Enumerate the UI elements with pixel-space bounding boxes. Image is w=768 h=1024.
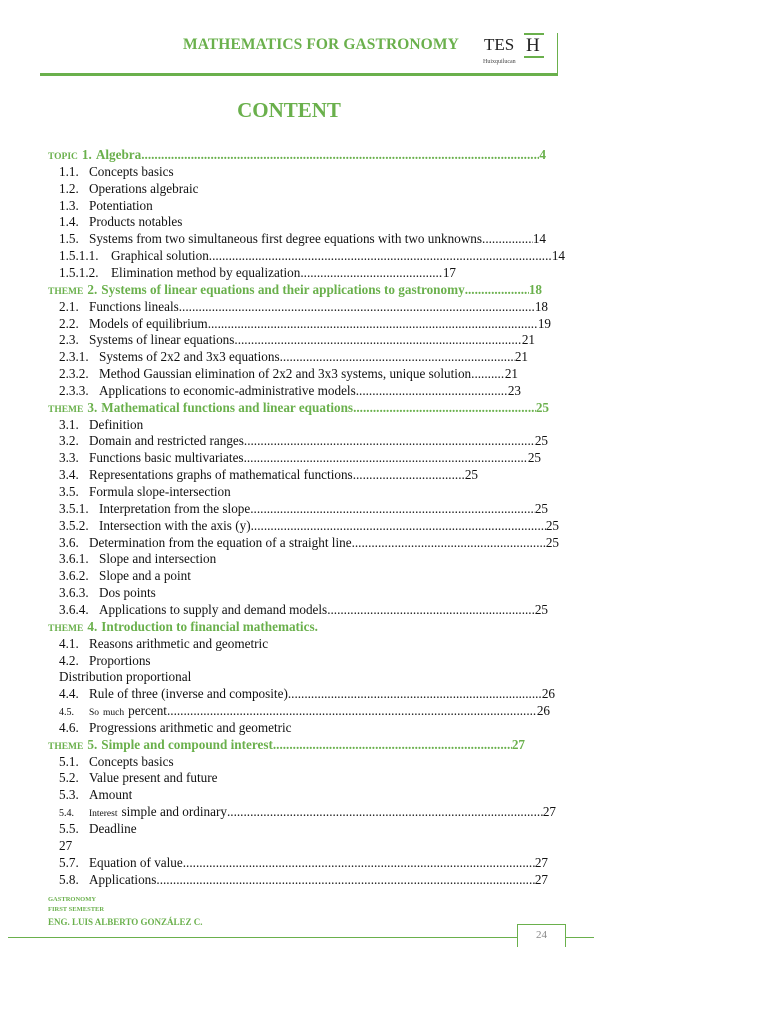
- toc-entry-text: Functions lineals: [89, 298, 179, 314]
- toc-page-number: 27: [542, 804, 556, 820]
- toc-entry-number: 2.3.: [59, 332, 79, 348]
- toc-entry-number: 1.2.: [59, 180, 79, 196]
- toc-heading: [48, 737, 525, 754]
- toc-entry: [59, 231, 546, 248]
- toc-entry-text: Reasons arithmetic and geometric: [89, 635, 269, 651]
- footer-course: GASTRONOMY: [48, 896, 97, 903]
- toc-page-number: 19: [537, 315, 551, 331]
- toc-page-number: 27: [534, 854, 548, 870]
- toc-dot-leader: [352, 535, 546, 551]
- toc-entry-text: Domain and restricted ranges: [89, 433, 244, 449]
- toc-entry-text: Algebra: [95, 147, 142, 162]
- toc-page-number: 14: [532, 231, 546, 247]
- toc-entry-number: 3.5.2.: [59, 517, 89, 533]
- toc-heading-number: 2.: [87, 281, 98, 297]
- toc-entry: [59, 198, 153, 215]
- toc-entry-number: 3.6.4.: [59, 601, 89, 617]
- toc-entry: [59, 383, 521, 400]
- toc-entry-text: Systems of 2x2 and 3x3 equations: [99, 349, 280, 365]
- toc-entry-text: Value present and future: [89, 770, 218, 786]
- toc-entry: [59, 804, 556, 821]
- toc-entry-number: 1.5.1.2.: [59, 264, 99, 280]
- toc-dot-leader: [244, 433, 535, 449]
- toc-entry-number: 3.1.: [59, 416, 79, 432]
- toc-dot-leader: [353, 400, 536, 416]
- toc-entry-text: Equation of value: [89, 854, 183, 870]
- toc-page-number: 21: [504, 366, 518, 382]
- page-number: 24: [536, 929, 547, 941]
- toc-page-number: 25: [464, 467, 478, 483]
- toc-dot-leader: [156, 872, 534, 888]
- toc-entry: [59, 450, 541, 467]
- toc-entry-number: 1.5.: [59, 231, 79, 247]
- toc-page-number: 25: [527, 450, 541, 466]
- toc-entry-number: 5.5.: [59, 821, 79, 836]
- toc-entry: [59, 787, 132, 804]
- toc-heading: [48, 282, 542, 299]
- toc-dot-leader: [482, 231, 533, 247]
- toc-entry-text: Applications to supply and demand models: [99, 601, 328, 617]
- toc-entry-text: Distribution proportional: [59, 669, 192, 685]
- toc-entry-text: Slope and intersection: [99, 551, 217, 567]
- toc-entry: [59, 299, 548, 316]
- toc-heading: [48, 400, 549, 417]
- toc-page-number: 18: [534, 298, 548, 314]
- toc-entry-number: 3.6.1.: [59, 551, 89, 567]
- toc-dot-leader: [465, 282, 529, 298]
- toc-entry-number: 3.3.: [59, 450, 79, 466]
- toc-entry-number: 5.3.: [59, 787, 79, 803]
- logo-divider: [557, 33, 558, 73]
- toc-entry-text: Concepts basics: [89, 753, 174, 769]
- toc-entry: [59, 248, 565, 265]
- toc-dot-leader: [167, 703, 537, 719]
- toc-entry: [59, 484, 231, 501]
- toc-entry-number: 1.1.: [59, 163, 79, 179]
- toc-entry-number: 4.2.: [59, 652, 79, 668]
- toc-page-number: 25: [535, 399, 549, 415]
- toc-entry-number: 1.4.: [59, 214, 79, 230]
- toc-entry: [59, 265, 456, 282]
- toc-heading-number: 1.: [81, 147, 92, 162]
- toc-entry-text: Systems of linear equations: [89, 332, 235, 348]
- toc-entry: [59, 316, 551, 333]
- toc-entry: [59, 214, 182, 231]
- toc-entry-text: percent: [128, 703, 167, 719]
- toc-entry-text: Concepts basics: [89, 163, 174, 179]
- logo-h-text: H: [526, 35, 540, 56]
- footer-rule: [8, 937, 594, 938]
- toc-entry-number: 2.1.: [59, 298, 79, 314]
- toc-entry-number: 3.5.: [59, 484, 79, 499]
- toc-page-number: 26: [541, 686, 555, 702]
- toc-entry-text: simple and ordinary: [121, 804, 227, 820]
- toc-page-number: 25: [534, 433, 548, 449]
- toc-entry: [59, 568, 191, 585]
- toc-entry: [59, 602, 548, 619]
- toc-page-number: 25: [545, 534, 559, 550]
- toc-entry-number: 4.1.: [59, 635, 79, 651]
- toc-entry-number: 3.5.1.: [59, 500, 89, 516]
- toc-page-number: 4: [539, 147, 546, 162]
- toc-entry-text: Definition: [89, 416, 144, 432]
- toc-entry: [59, 433, 548, 450]
- toc-entry: [59, 349, 528, 366]
- toc-dot-leader: [273, 737, 512, 753]
- toc-entry-number: 3.6.: [59, 534, 79, 550]
- toc-entry: [59, 467, 478, 484]
- toc-page-number: 25: [534, 500, 548, 516]
- toc-dot-leader: [327, 602, 535, 618]
- toc-entry-number: 3.4.: [59, 467, 79, 483]
- toc-entry-text: Intersection with the axis (y): [99, 517, 251, 533]
- toc-entry-number: 4.4.: [59, 686, 79, 702]
- page-number-box: [517, 924, 566, 947]
- toc-entry-text: Products notables: [89, 214, 183, 230]
- toc-heading-number: 4.: [87, 618, 98, 634]
- toc-entry: [59, 332, 535, 349]
- toc-dot-leader: [244, 450, 528, 466]
- toc-page-number: 27: [511, 736, 525, 752]
- toc-dot-leader: [208, 316, 538, 332]
- footer-semester: FIRST SEMESTER: [48, 906, 105, 913]
- toc-entry-prefix: So: [89, 708, 100, 719]
- toc-entry-number: 5.2.: [59, 770, 79, 786]
- toc-entry: [59, 872, 548, 889]
- toc-heading-label: THEME: [48, 623, 84, 634]
- toc-entry-text: Elimination method by equalization: [111, 264, 301, 280]
- toc-page-number: 25: [534, 601, 548, 617]
- logo-bar-bottom: [524, 56, 544, 58]
- toc-dot-leader: [209, 248, 552, 264]
- toc-entry-text: Amount: [89, 787, 133, 803]
- toc-entry-text: Rule of three (inverse and composite): [89, 686, 288, 702]
- toc-entry-text: Graphical solution: [111, 248, 209, 264]
- toc-heading-label: THEME: [48, 741, 84, 752]
- toc-entry-number: 3.6.2.: [59, 568, 89, 584]
- toc-entry-text: Determination from the equation of a straight line: [89, 534, 352, 550]
- toc-page-number: 21: [514, 349, 528, 365]
- toc-entry-text: Systems from two simultaneous first degree equations with two unknowns: [89, 231, 483, 247]
- toc-entry-text: 27: [59, 837, 73, 853]
- toc-entry: [59, 164, 174, 181]
- toc-dot-leader: [280, 349, 515, 365]
- toc-heading-number: 5.: [87, 736, 98, 752]
- toc-dot-leader: [471, 366, 505, 382]
- toc-entry: [59, 636, 268, 653]
- toc-dot-leader: [250, 501, 535, 517]
- toc-entry: [59, 686, 555, 703]
- toc-heading-label: THEME: [48, 286, 84, 297]
- toc-entry-number: 5.8.: [59, 871, 79, 887]
- toc-heading: [48, 147, 546, 164]
- toc-entry-number: 4.6.: [59, 719, 79, 735]
- toc-entry: [59, 703, 550, 720]
- toc-entry-text: Systems of linear equations and their applications to gastronomy: [101, 281, 465, 297]
- toc-entry-number: 2.3.2.: [59, 366, 89, 382]
- logo-subtitle: Huixquilucan: [483, 59, 516, 65]
- toc-entry-text: Representations graphs of mathematical functions: [89, 467, 353, 483]
- toc-dot-leader: [179, 299, 535, 315]
- toc-entry-number: 3.6.3.: [59, 585, 89, 601]
- toc-entry-text: Applications: [89, 871, 157, 887]
- toc-entry-number: 2.3.3.: [59, 382, 89, 398]
- toc-entry-text: Mathematical functions and linear equations: [101, 399, 354, 415]
- toc-entry-text: Progressions arithmetic and geometric: [89, 719, 292, 735]
- toc-heading: [48, 619, 318, 636]
- toc-entry-text: Simple and compound interest: [101, 736, 273, 752]
- toc-entry: [59, 551, 216, 568]
- toc-dot-leader: [183, 855, 535, 871]
- toc-entry-text: Potentiation: [89, 197, 153, 213]
- toc-entry-text: Formula slope-intersection: [89, 484, 231, 499]
- toc-entry-text: Method Gaussian elimination of 2x2 and 3x3 systems, unique solution: [99, 366, 472, 382]
- toc-entry-text: Proportions: [89, 652, 151, 668]
- toc-dot-leader: [288, 686, 542, 702]
- toc-heading-label: TOPIC: [48, 152, 78, 162]
- toc-entry-text: Operations algebraic: [89, 180, 199, 196]
- toc-entry: [59, 585, 156, 602]
- toc-heading-label: THEME: [48, 404, 84, 415]
- toc-entry: [59, 518, 559, 535]
- toc-page-number: 21: [521, 332, 535, 348]
- toc-dot-leader: [356, 383, 508, 399]
- toc-entry: [59, 855, 548, 872]
- toc-entry: [59, 366, 518, 383]
- toc-entry-text: Models of equilibrium: [89, 315, 208, 331]
- toc-entry: [59, 770, 218, 787]
- toc-entry-number: 2.2.: [59, 315, 79, 331]
- toc-entry-number: 2.3.1.: [59, 349, 89, 365]
- toc-entry: [59, 653, 151, 670]
- header-rule: [40, 73, 558, 76]
- toc-dot-leader: [227, 804, 543, 820]
- toc-entry: [59, 181, 198, 198]
- toc-page-number: 27: [534, 871, 548, 887]
- toc-entry: [59, 838, 72, 855]
- toc-entry-text: Slope and a point: [99, 568, 191, 584]
- toc-entry-text: Functions basic multivariates: [89, 450, 244, 466]
- toc-entry: [59, 720, 292, 737]
- toc-entry: [59, 417, 143, 434]
- toc-entry-number: 3.2.: [59, 433, 79, 449]
- toc-entry-text: Dos points: [99, 585, 156, 601]
- toc-entry-number: 5.7.: [59, 854, 79, 870]
- toc-entry-prefix: Interest: [89, 809, 118, 820]
- toc-entry-text: Introduction to financial mathematics.: [101, 618, 318, 634]
- toc-page-number: 23: [507, 382, 521, 398]
- toc-entry: [59, 535, 559, 552]
- institution-logo: [482, 33, 558, 73]
- toc-entry: [59, 501, 548, 518]
- footer-author: ENG. LUIS ALBERTO GONZÁLEZ C.: [48, 917, 203, 927]
- toc-entry: [59, 821, 137, 838]
- toc-page-number: 18: [528, 281, 542, 297]
- toc-page-number: 17: [442, 264, 456, 280]
- toc-dot-leader: [234, 332, 521, 348]
- toc-dot-leader: [251, 518, 546, 534]
- toc-entry-number: 1.5.1.1.: [59, 248, 99, 264]
- toc-dot-leader: [353, 467, 465, 483]
- toc-dot-leader: [141, 147, 539, 163]
- toc-entry: [59, 669, 191, 686]
- content-heading: CONTENT: [237, 98, 341, 122]
- toc-entry-number: 5.1.: [59, 753, 79, 769]
- toc-entry-text: Deadline: [89, 821, 137, 836]
- toc-heading-number: 3.: [87, 399, 98, 415]
- toc-entry-number: 1.3.: [59, 197, 79, 213]
- toc-page-number: 14: [551, 248, 565, 264]
- toc-page-number: 26: [536, 703, 550, 719]
- toc-entry-text: Interpretation from the slope: [99, 500, 251, 516]
- toc-entry-number: 5.4.: [59, 808, 74, 820]
- logo-tes-text: TES: [484, 35, 515, 54]
- document-title: MATHEMATICS FOR GASTRONOMY: [183, 36, 459, 53]
- toc-entry: [59, 754, 174, 771]
- toc-page-number: 25: [545, 517, 559, 533]
- toc-entry-number: 4.5.: [59, 707, 74, 719]
- toc-dot-leader: [300, 265, 442, 281]
- toc-entry-text: Applications to economic-administrative models: [99, 382, 356, 398]
- toc-entry-prefix-2: much: [103, 708, 125, 719]
